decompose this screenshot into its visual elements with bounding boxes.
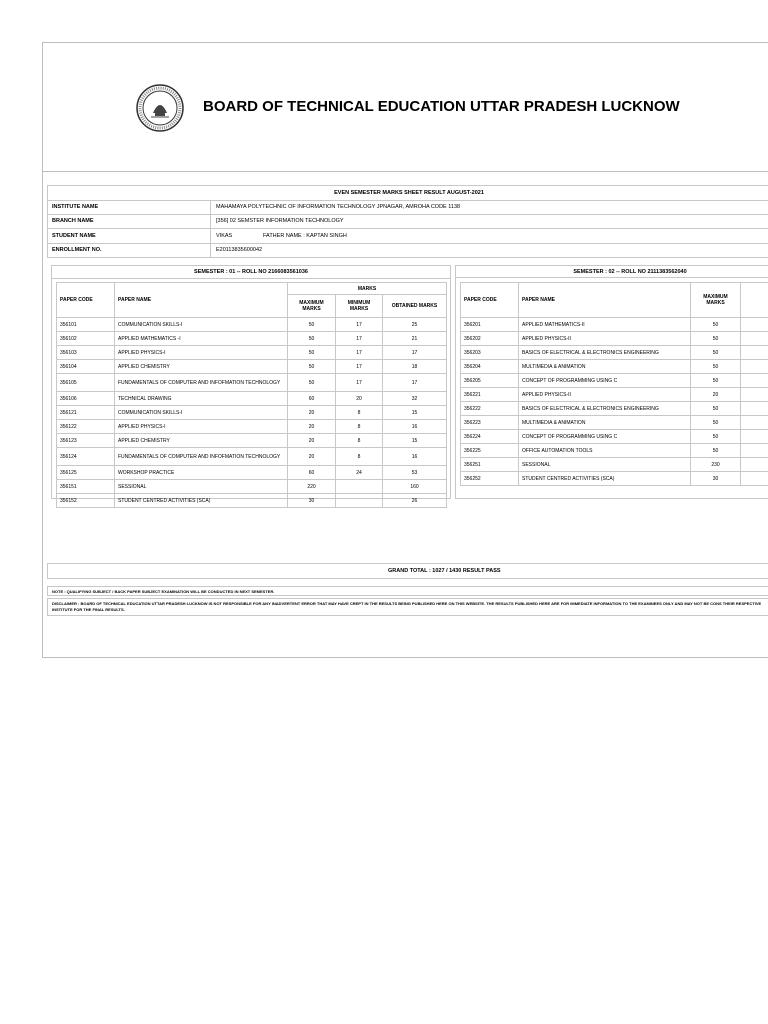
cell-clipped: [741, 472, 768, 486]
institute-value: MAHAMAYA POLYTECHNIC OF INFORMATION TECHNOLOGY JPNAGAR, AMROHA CODE 1138: [216, 204, 461, 210]
cell-name: STUDENT CENTRED ACTIVITIES (SCA): [519, 472, 691, 486]
table-row: [57, 434, 447, 448]
cell-code: 356123: [57, 434, 115, 448]
cell-min: [336, 480, 383, 494]
cell-obt: 25: [383, 318, 447, 332]
cell-name: MULTIMEDIA & ANIMATION: [519, 360, 691, 374]
result-section: [47, 183, 768, 655]
cell-min: 17: [336, 332, 383, 346]
cell-max: 20: [691, 388, 741, 402]
cell-max: 50: [288, 318, 336, 332]
cell-clipped: [741, 458, 768, 472]
cell-max: 50: [691, 318, 741, 332]
student-row: [47, 229, 768, 244]
table-row: [461, 332, 768, 346]
col-minimum-marks: MINIMUM MARKS: [336, 295, 383, 318]
cell-min: 8: [336, 406, 383, 420]
cell-code: 356205: [461, 374, 519, 388]
col-paper-code: PAPER CODE: [57, 283, 115, 318]
cell-code: 356251: [461, 458, 519, 472]
semester-2-table: [460, 282, 768, 486]
board-emblem-icon: [135, 83, 185, 133]
cell-min: [336, 494, 383, 508]
cell-min: 8: [336, 434, 383, 448]
semester-1-table: [56, 282, 447, 508]
branch-row: [47, 214, 768, 229]
cell-code: 356224: [461, 430, 519, 444]
cell-clipped: [741, 402, 768, 416]
cell-code: 356101: [57, 318, 115, 332]
branch-value: [356] 02 SEMSTER INFORMATION TECHNOLOGY: [216, 218, 344, 224]
col-marks-group: MARKS: [288, 283, 447, 295]
cell-obt: 15: [383, 434, 447, 448]
cell-clipped: [741, 360, 768, 374]
table-row: [461, 416, 768, 430]
cell-obt: 17: [383, 346, 447, 360]
cell-max: 60: [288, 466, 336, 480]
cell-max: 50: [691, 416, 741, 430]
table-row: [57, 466, 447, 480]
cell-name: SESSIONAL: [115, 480, 288, 494]
cell-name: COMMUNICATION SKILLS-I: [115, 406, 288, 420]
cell-name: MULTIMEDIA & ANIMATION: [519, 416, 691, 430]
cell-code: 356201: [461, 318, 519, 332]
cell-obt: 53: [383, 466, 447, 480]
cell-clipped: [741, 388, 768, 402]
table-row: [461, 472, 768, 486]
table-row: [461, 444, 768, 458]
grand-total-row: [47, 563, 768, 579]
cell-min: 8: [336, 420, 383, 434]
table-row: [461, 346, 768, 360]
table-row: [57, 392, 447, 406]
cell-min: 17: [336, 346, 383, 360]
branch-label: BRANCH NAME: [48, 214, 211, 228]
cell-max: 50: [691, 444, 741, 458]
cell-code: 356202: [461, 332, 519, 346]
cell-code: 356106: [57, 392, 115, 406]
page-header: [43, 43, 768, 172]
note: NOTE : QUALIFYING SUBJECT / BACK PAPER SUBJECT EXAMINATION WILL BE CONDUCTED IN NEXT SEMESTER.: [47, 586, 768, 596]
cell-min: 17: [336, 318, 383, 332]
table-row: [57, 420, 447, 434]
col-paper-name: PAPER NAME: [519, 283, 691, 318]
table-row: [57, 346, 447, 360]
col-paper-name: PAPER NAME: [115, 283, 288, 318]
cell-obt: 32: [383, 392, 447, 406]
cell-obt: 18: [383, 360, 447, 374]
cell-code: 356222: [461, 402, 519, 416]
table-row: [57, 406, 447, 420]
cell-clipped: [741, 430, 768, 444]
cell-max: 50: [288, 346, 336, 360]
cell-obt: 17: [383, 374, 447, 392]
cell-obt: 16: [383, 420, 447, 434]
cell-max: 20: [288, 434, 336, 448]
table-row: [57, 494, 447, 508]
cell-code: 356104: [57, 360, 115, 374]
cell-max: 50: [691, 402, 741, 416]
cell-name: APPLIED MATHEMATICS -I: [115, 332, 288, 346]
table-row: [57, 480, 447, 494]
table-row: [461, 388, 768, 402]
cell-name: FUNDAMENTALS OF COMPUTER AND INFOFMATION TECHNOLOGY: [115, 374, 288, 392]
cell-obt: 15: [383, 406, 447, 420]
cell-code: 356152: [57, 494, 115, 508]
table-row: [57, 360, 447, 374]
cell-clipped: [741, 416, 768, 430]
father-name-value: FATHER NAME : KAPTAN SINGH: [263, 233, 347, 239]
cell-name: APPLIED MATHEMATICS-II: [519, 318, 691, 332]
table-row: [57, 318, 447, 332]
semester-2-panel: [455, 265, 768, 499]
student-name-label: STUDENT NAME: [48, 229, 211, 243]
cell-code: 356252: [461, 472, 519, 486]
cell-obt: 26: [383, 494, 447, 508]
cell-max: 50: [288, 360, 336, 374]
cell-max: 50: [288, 374, 336, 392]
result-title: EVEN SEMESTER MARKS SHEET RESULT AUGUST-2021: [47, 185, 768, 201]
cell-max: 50: [691, 360, 741, 374]
cell-max: 20: [288, 448, 336, 466]
student-name-value: VIKAS: [216, 233, 233, 239]
cell-max: 30: [691, 472, 741, 486]
cell-name: COMMUNICATION SKILLS-I: [115, 318, 288, 332]
cell-clipped: [741, 346, 768, 360]
cell-name: APPLIED CHEMISTRY: [115, 360, 288, 374]
cell-min: 20: [336, 392, 383, 406]
cell-max: 50: [691, 430, 741, 444]
table-row: [461, 318, 768, 332]
cell-clipped: [741, 332, 768, 346]
col-paper-code: PAPER CODE: [461, 283, 519, 318]
cell-max: 50: [691, 346, 741, 360]
cell-code: 356151: [57, 480, 115, 494]
cell-clipped: [741, 374, 768, 388]
cell-code: 356204: [461, 360, 519, 374]
cell-max: 30: [288, 494, 336, 508]
col-maximum-marks: MAXIMUM MARKS: [288, 295, 336, 318]
cell-name: APPLIED PHYSICS-II: [519, 388, 691, 402]
cell-code: 356223: [461, 416, 519, 430]
institute-row: [47, 200, 768, 215]
cell-code: 356102: [57, 332, 115, 346]
cell-name: SESSIONAL: [519, 458, 691, 472]
cell-clipped: [741, 444, 768, 458]
cell-min: 17: [336, 374, 383, 392]
cell-name: TECHNICAL DRAWING: [115, 392, 288, 406]
cell-name: APPLIED PHYSICS-I: [115, 420, 288, 434]
cell-code: 356124: [57, 448, 115, 466]
cell-name: CONCEPT OF PROGRAMMING USING C: [519, 374, 691, 388]
cell-max: 230: [691, 458, 741, 472]
cell-max: 20: [288, 420, 336, 434]
cell-code: 356221: [461, 388, 519, 402]
page-title: BOARD OF TECHNICAL EDUCATION UTTAR PRADESH LUCKNOW: [203, 98, 680, 115]
cell-max: 50: [288, 332, 336, 346]
cell-name: BASICS OF ELECTRICAL & ELECTRONICS ENGINEERING: [519, 346, 691, 360]
cell-code: 356105: [57, 374, 115, 392]
cell-name: APPLIED PHYSICS-I: [115, 346, 288, 360]
semester-1-panel: [51, 265, 451, 504]
cell-obt: 21: [383, 332, 447, 346]
cell-max: 50: [691, 332, 741, 346]
cell-name: OFFICE AUTOMATION TOOLS: [519, 444, 691, 458]
cell-code: 356225: [461, 444, 519, 458]
cell-min: 8: [336, 448, 383, 466]
table-row: [461, 430, 768, 444]
cell-name: CONCEPT OF PROGRAMMING USING C: [519, 430, 691, 444]
table-row: [57, 374, 447, 392]
cell-name: WORKSHOP PRACTICE: [115, 466, 288, 480]
cell-code: 356122: [57, 420, 115, 434]
grand-total: GRAND TOTAL : 1027 / 1430 RESULT PASS: [388, 568, 501, 574]
marksheet: [42, 42, 768, 658]
cell-code: 356125: [57, 466, 115, 480]
table-row: [57, 332, 447, 346]
table-row: [461, 458, 768, 472]
table-row: [461, 360, 768, 374]
semester-2-heading: SEMESTER : 02 -- ROLL NO 2111383562040: [456, 266, 768, 278]
col-obtained-marks: OBTAINED MARKS: [383, 295, 447, 318]
cell-code: 356203: [461, 346, 519, 360]
disclaimer: DISCLAIMER : BOARD OF TECHNICAL EDUCATION UTTAR PRADESH LUCKNOW IS NOT RESPONSIBLE FOR ANY INADVERTENT ERROR THAT MAY HAVE CREPT IN THE RESULTS BEING PUBLISHED HERE ON THIS WEBSITE. THE RESULTS PUBLISHED HERE ARE FOR IMMEDIATE INFORMATION TO THE EXAMINEES ONLY AND MAY NOT BE CONS THEIR RESPECTIVE INSTITUTE FOR THE FINAL RESULTS.: [47, 598, 768, 616]
table-row: [461, 402, 768, 416]
col-maximum-marks: MAXIMUM MARKS: [691, 283, 741, 318]
cell-name: APPLIED PHYSICS-II: [519, 332, 691, 346]
cell-max: 60: [288, 392, 336, 406]
cell-max: 220: [288, 480, 336, 494]
cell-min: 17: [336, 360, 383, 374]
cell-clipped: [741, 318, 768, 332]
table-row: [57, 448, 447, 466]
col-clipped: [741, 283, 768, 318]
cell-name: FUNDAMENTALS OF COMPUTER AND INFOFMATION TECHNOLOGY: [115, 448, 288, 466]
cell-code: 356121: [57, 406, 115, 420]
enrollment-value: E20113835600042: [216, 247, 263, 253]
cell-obt: 160: [383, 480, 447, 494]
cell-code: 356103: [57, 346, 115, 360]
cell-min: 24: [336, 466, 383, 480]
cell-name: STUDENT CENTRED ACTIVITIES (SCA): [115, 494, 288, 508]
cell-obt: 16: [383, 448, 447, 466]
institute-label: INSTITUTE NAME: [48, 200, 211, 214]
cell-name: APPLIED CHEMISTRY: [115, 434, 288, 448]
table-row: [461, 374, 768, 388]
enrollment-label: ENROLLMENT NO.: [48, 243, 211, 257]
cell-max: 20: [288, 406, 336, 420]
enrollment-row: [47, 243, 768, 258]
semester-1-heading: SEMESTER : 01 -- ROLL NO 2166083561036: [52, 266, 450, 279]
cell-max: 50: [691, 374, 741, 388]
cell-name: BASICS OF ELECTRICAL & ELECTRONICS ENGINEERING: [519, 402, 691, 416]
